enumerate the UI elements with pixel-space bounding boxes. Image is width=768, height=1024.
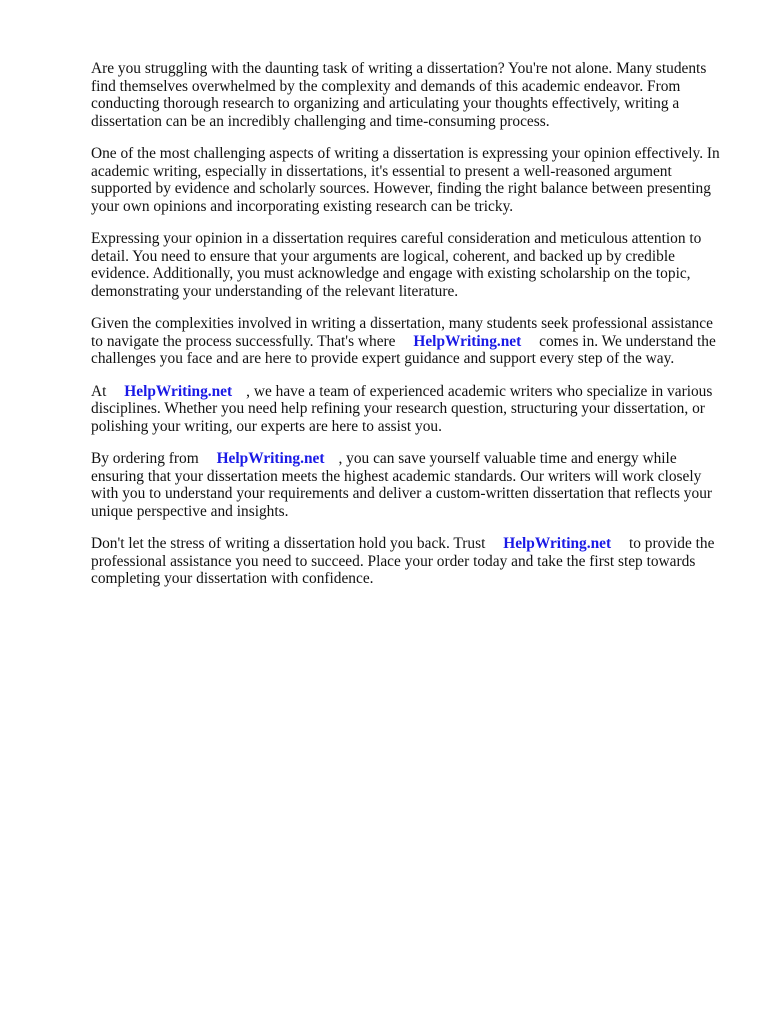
paragraph-expressing-opinion: Expressing your opinion in a dissertation requires careful consideration and meticulous attention to detail. You need to ensure that your arguments are logical, coherent, and backed up by credible evidence. Additionally, you must acknowledge and engage with existing scholarship on the topic, demonstrating your understanding of the relevant literature. (91, 230, 702, 300)
helpwriting-link[interactable]: HelpWriting.net (503, 535, 612, 552)
paragraph-team (91, 383, 721, 436)
paragraph-text-segment: Don't let the stress of writing a dissertation hold you back. Trust (91, 535, 486, 552)
paragraph-ordering (91, 450, 721, 520)
paragraph-closing (91, 535, 721, 588)
paragraph-text-segment: By ordering from (91, 450, 199, 467)
paragraph-text-segment: comes in. We understand the challenges you face and are here to provide expert guidance and support every step of the way. (91, 332, 716, 367)
paragraph-text-segment: , we have a team of experienced academic writers who specialize in various disciplines. Whether you need help refining your research question, structuring your dissertation, or polishing your writing, our experts are here to assist you. (91, 382, 713, 435)
paragraph-intro: Are you struggling with the daunting task of writing a dissertation? You're not alone. Many students find themselves overwhelmed by the complexity and demands of this academic endeavor. From conducting thorough research to organizing and articulating your thoughts effectively, writing a dissertation can be an incredibly challenging and time-consuming process. (91, 60, 707, 130)
document-page (91, 60, 721, 603)
paragraph-text-segment: to provide the professional assistance you need to succeed. Place your order today and take the first step towards completing your dissertation with confidence. (91, 535, 715, 587)
helpwriting-link[interactable]: HelpWriting.net (413, 332, 522, 350)
helpwriting-link[interactable]: HelpWriting.net (216, 450, 325, 467)
paragraph-text-segment: , you can save yourself valuable time and energy while ensuring that your dissertation meets the highest academic standards. Our writers will work closely with you to understand your requirements and deliver a custom-written dissertation that reflects your unique perspective and insights. (91, 450, 713, 520)
helpwriting-link[interactable]: HelpWriting.net (124, 382, 233, 400)
paragraph-professional-assistance (91, 315, 721, 368)
paragraph-text-segment: At (91, 382, 107, 400)
paragraph-text-segment: Given the complexities involved in writing a dissertation, many students seek professional assistance to navigate the process successfully. That's where (91, 315, 713, 350)
paragraph-opinion-challenge: One of the most challenging aspects of writing a dissertation is expressing your opinion effectively. In academic writing, especially in dissertations, it's essential to present a well-reasoned argument supported by evidence and scholarly sources. However, finding the right balance between presenting your own opinions and incorporating existing research can be tricky. (91, 145, 720, 215)
